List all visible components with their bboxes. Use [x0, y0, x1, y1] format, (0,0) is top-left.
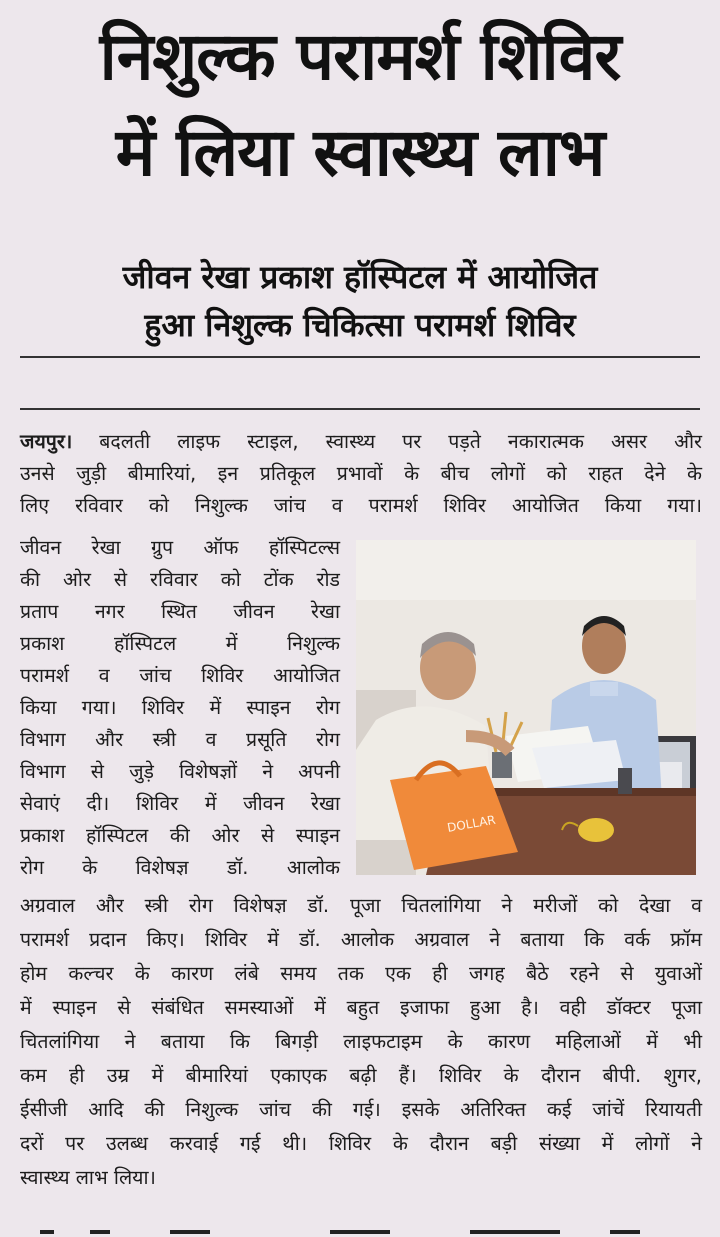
body-line: होम कल्चर के कारण लंबे समय तक एक ही जगह बैठे रहने से युवाओं	[20, 962, 702, 985]
intro-line-2: उनसे जुड़ी बीमारियां, इन प्रतिकूल प्रभावों के बीच लोगों को राहत देने के	[20, 462, 702, 485]
column-line: परामर्श व जांच शिविर आयोजित	[20, 664, 340, 687]
column-line: प्रकाश हॉस्पिटल की ओर से स्पाइन	[20, 824, 340, 847]
body-line: अग्रवाल और स्त्री रोग विशेषज्ञ डॉ. पूजा चितलांगिया ने मरीजों को देखा व	[20, 894, 702, 917]
column-line: की ओर से रविवार को टोंक रोड	[20, 568, 340, 591]
column-line: प्रकाश हॉस्पिटल में निशुल्क	[20, 632, 340, 655]
column-line: सेवाएं दी। शिविर में जीवन रेखा	[20, 792, 340, 815]
bag-text: DOLLAR	[446, 812, 497, 835]
column-line: रोग के विशेषज्ञ डॉ. आलोक	[20, 856, 340, 879]
body-line: में स्पाइन से संबंधित समस्याओं में बहुत इजाफा हुआ है। वही डॉक्टर पूजा	[20, 996, 702, 1019]
article-photo	[356, 540, 696, 875]
subheadline-line-1: जीवन रेखा प्रकाश हॉस्पिटल में आयोजित	[122, 258, 598, 296]
divider-article	[20, 408, 700, 410]
column-line: किया गया। शिविर में स्पाइन रोग	[20, 696, 340, 719]
body-line: दरों पर उलब्ध करवाई गई थी। शिविर के दौरान बड़ी संख्या में लोगों ने	[20, 1132, 702, 1155]
intro-line-1	[20, 426, 702, 458]
dateline: जयपुर।	[20, 430, 73, 453]
photo-illustration	[356, 540, 696, 875]
body-line-last: स्वास्थ्य लाभ लिया।	[20, 1166, 156, 1189]
body-line: परामर्श प्रदान किए। शिविर में डॉ. आलोक अग्रवाल ने बताया कि वर्क फ्रॉम	[20, 928, 702, 951]
next-article-fragment	[0, 1226, 720, 1237]
body-line: ईसीजी आदि की निशुल्क जांच की गई। इसके अतिरिक्त कई जांचें रियायती	[20, 1098, 702, 1121]
intro-line-1-text: बदलती लाइफ स्टाइल, स्वास्थ्य पर पड़ते नकारात्मक असर और	[99, 430, 702, 453]
headline-line-1: निशुल्क परामर्श शिविर	[99, 18, 621, 95]
intro-line-3: लिए रविवार को निशुल्क जांच व परामर्श शिविर आयोजित किया गया।	[20, 494, 702, 517]
body-line: चितलांगिया ने बताया कि बिगड़ी लाइफटाइम के कारण महिलाओं में भी	[20, 1030, 702, 1053]
subheadline-line-2: हुआ निशुल्क चिकित्सा परामर्श शिविर	[144, 306, 576, 344]
column-line: विभाग और स्त्री व प्रसूति रोग	[20, 728, 340, 751]
headline-line-2: में लिया स्वास्थ्य लाभ	[115, 114, 605, 191]
column-line: प्रताप नगर स्थित जीवन रेखा	[20, 600, 340, 623]
column-line: विभाग से जुड़े विशेषज्ञों ने अपनी	[20, 760, 340, 783]
column-line: जीवन रेखा ग्रुप ऑफ हॉस्पिटल्स	[20, 536, 340, 559]
divider-top	[20, 356, 700, 358]
body-line: कम ही उम्र में बीमारियां एकाएक बढ़ी हैं। शिविर के दौरान बीपी. शुगर,	[20, 1064, 702, 1087]
